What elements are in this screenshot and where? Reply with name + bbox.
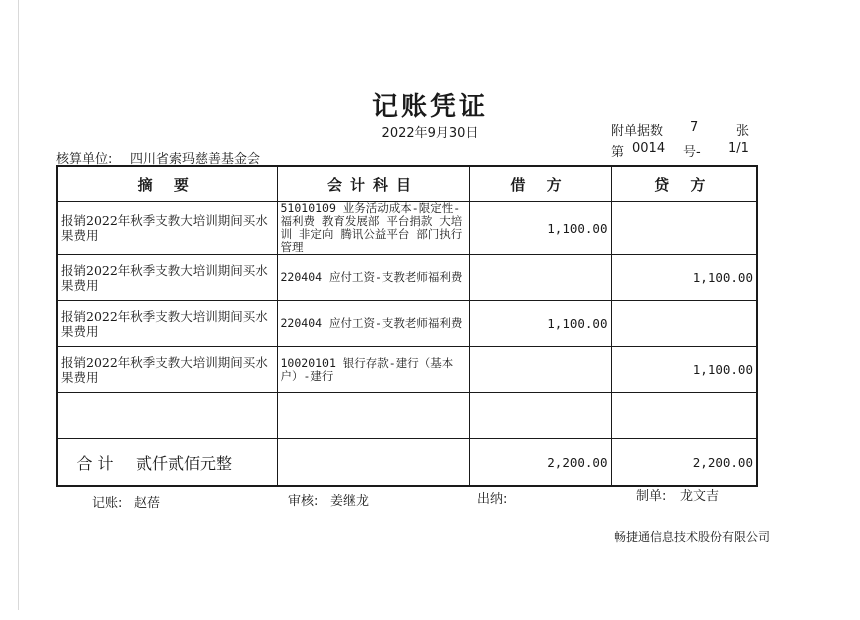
- attachment-label: 附单据数: [611, 124, 664, 139]
- voucher-date: 2022年9月30日: [381, 126, 479, 141]
- header-summary: 摘 要: [57, 166, 277, 202]
- accounting-unit-label: 核算单位:: [56, 152, 113, 167]
- row-debit: 1,100.00: [469, 301, 611, 347]
- row-account: [277, 393, 469, 439]
- attachment-count: 7: [690, 120, 699, 135]
- reviewer-label: 审核:: [288, 494, 319, 509]
- attachment-unit: 张: [736, 124, 750, 139]
- row-account: 220404 应付工资-支教老师福利费: [277, 255, 469, 301]
- header-account: 会计科目: [277, 166, 469, 202]
- voucher-table: [56, 165, 758, 487]
- row-account: 51010109 业务活动成本-限定性-福利费 教育发展部 平台捐款 大培训 非定向 腾讯公益平台 部门执行管理: [277, 202, 469, 255]
- header-debit: 借 方: [469, 166, 611, 202]
- voucher-number: 0014: [632, 141, 666, 156]
- total-in-words: 贰仟贰佰元整: [136, 453, 233, 473]
- row-summary: 报销2022年秋季支教大培训期间买水果费用: [57, 202, 277, 255]
- header-credit: 贷 方: [611, 166, 757, 202]
- bookkeeper-label: 记账:: [92, 496, 123, 511]
- bookkeeper-name: 赵蓓: [134, 496, 161, 511]
- row-credit: 1,100.00: [611, 255, 757, 301]
- reviewer-name: 姜继龙: [330, 494, 370, 509]
- table-row: [57, 301, 757, 347]
- table-row: [57, 255, 757, 301]
- row-credit: [611, 393, 757, 439]
- voucher-title: 记账凭证: [371, 92, 488, 122]
- row-summary: 报销2022年秋季支教大培训期间买水果费用: [57, 347, 277, 393]
- total-summary-cell: [57, 439, 277, 487]
- row-debit: [469, 347, 611, 393]
- row-credit: [611, 202, 757, 255]
- row-credit: [611, 301, 757, 347]
- table-header-row: [57, 166, 757, 202]
- voucher-no-prefix: 第: [611, 145, 625, 160]
- table-row: [57, 202, 757, 255]
- row-credit: 1,100.00: [611, 347, 757, 393]
- table-row-empty: [57, 393, 757, 439]
- total-account-cell: [277, 439, 469, 487]
- total-credit: 2,200.00: [611, 439, 757, 487]
- total-row: [57, 439, 757, 487]
- row-debit: [469, 393, 611, 439]
- software-company: 畅捷通信息技术股份有限公司: [614, 530, 771, 544]
- cashier-label: 出纳:: [477, 492, 508, 507]
- preparer-name: 龙文吉: [680, 489, 720, 504]
- total-label: 合 计: [76, 453, 114, 473]
- row-account: 10020101 银行存款-建行（基本户）-建行: [277, 347, 469, 393]
- table-row: [57, 347, 757, 393]
- accounting-unit-name: 四川省索玛慈善基金会: [130, 152, 261, 167]
- row-debit: [469, 255, 611, 301]
- voucher-no-suffix: 号-: [683, 145, 701, 160]
- preparer-label: 制单:: [636, 489, 667, 504]
- row-summary: 报销2022年秋季支教大培训期间买水果费用: [57, 255, 277, 301]
- total-debit: 2,200.00: [469, 439, 611, 487]
- row-summary: 报销2022年秋季支教大培训期间买水果费用: [57, 301, 277, 347]
- voucher-page: 1/1: [728, 141, 749, 156]
- row-account: 220404 应付工资-支教老师福利费: [277, 301, 469, 347]
- row-debit: 1,100.00: [469, 202, 611, 255]
- row-summary: [57, 393, 277, 439]
